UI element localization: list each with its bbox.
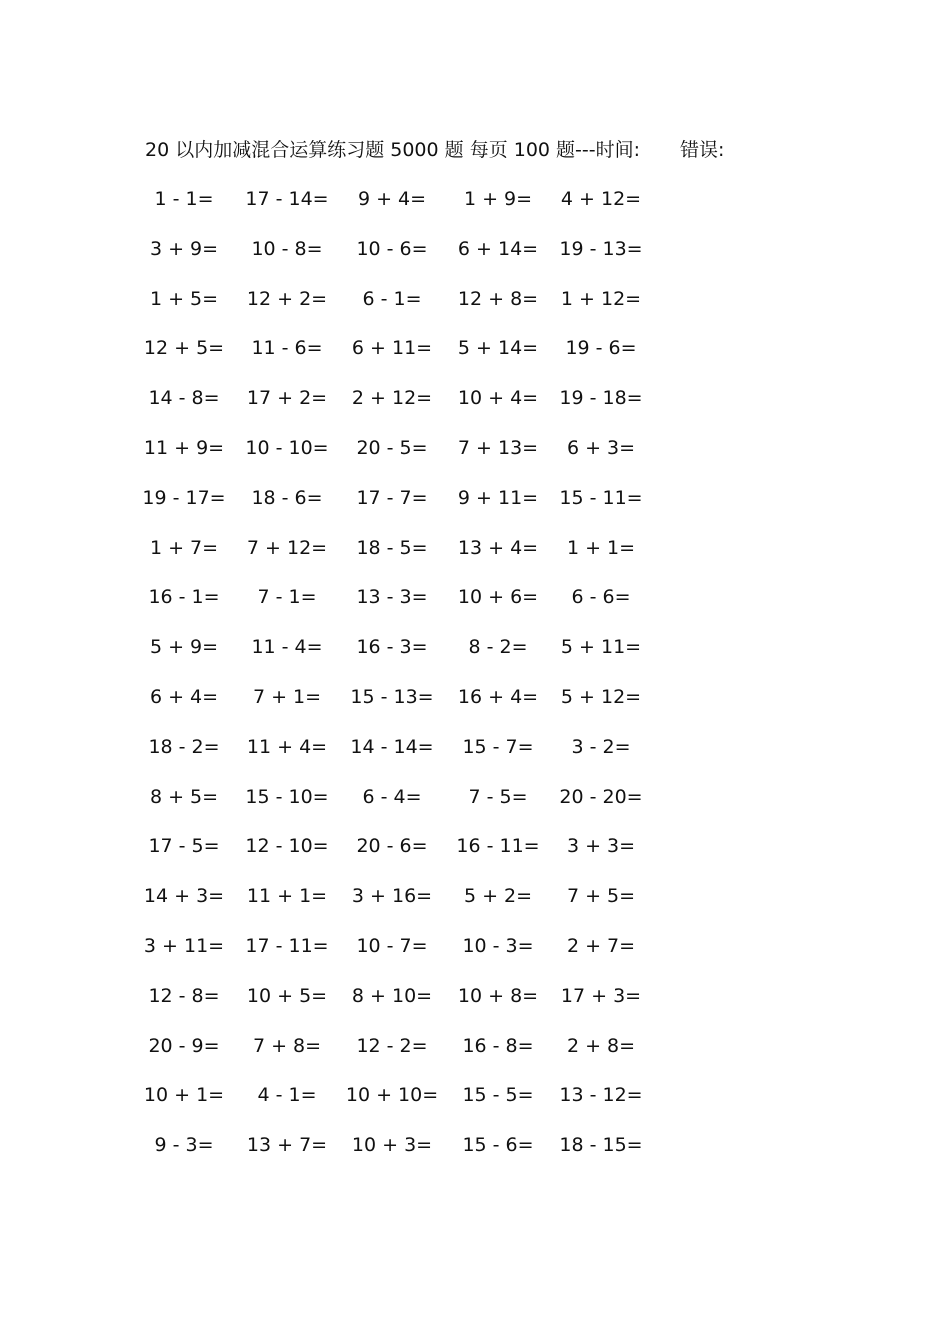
problem-item: 10 + 3=	[351, 1134, 433, 1157]
problem-item: 15 - 6=	[462, 1134, 534, 1157]
problem-item: 12 + 5=	[143, 337, 225, 360]
problem-item: 16 + 4=	[457, 686, 539, 708]
problem-item: 10 - 7=	[356, 935, 428, 957]
problem-item: 10 + 6=	[457, 586, 539, 609]
problem-item: 15 - 5=	[462, 1084, 534, 1107]
problem-item: 8 + 10=	[351, 984, 433, 1007]
problem-item: 11 + 9=	[143, 437, 225, 459]
problem-item: 8 - 2=	[468, 636, 528, 659]
problem-item: 2 + 7=	[566, 935, 636, 957]
problem-item: 12 - 10=	[245, 835, 329, 858]
problem-item: 17 - 14=	[245, 188, 329, 210]
problem-item: 5 + 14=	[457, 337, 539, 360]
problem-item: 5 + 2=	[463, 885, 533, 908]
problem-item: 19 - 17=	[142, 486, 226, 509]
problem-item: 15 - 7=	[462, 735, 534, 758]
problem-item: 1 - 1=	[154, 188, 214, 210]
problem-item: 16 - 11=	[456, 835, 540, 858]
problem-item: 3 - 2=	[571, 735, 631, 758]
problem-item: 6 + 3=	[566, 437, 636, 459]
problem-item: 12 + 2=	[246, 287, 328, 310]
problem-item: 16 - 8=	[462, 1034, 534, 1057]
problem-item: 14 - 14=	[350, 735, 434, 758]
problem-item: 16 - 3=	[356, 636, 428, 659]
problem-item: 9 + 4=	[357, 188, 427, 210]
problem-item: 14 + 3=	[143, 885, 225, 908]
problem-item: 7 + 12=	[246, 536, 328, 559]
problem-item: 20 - 6=	[356, 835, 428, 858]
problem-item: 11 + 1=	[246, 885, 328, 908]
problem-item: 20 - 20=	[559, 785, 643, 808]
problem-item: 17 + 3=	[560, 984, 642, 1007]
problem-item: 12 - 2=	[356, 1034, 428, 1057]
problem-item: 6 + 11=	[351, 337, 433, 360]
problem-item: 11 - 4=	[251, 636, 323, 659]
problem-item: 10 + 10=	[345, 1084, 439, 1107]
problem-item: 17 - 7=	[356, 486, 428, 509]
problem-item: 14 - 8=	[148, 387, 220, 410]
problem-item: 10 + 8=	[457, 984, 539, 1007]
problem-item: 11 + 4=	[246, 735, 328, 758]
problem-item: 20 - 5=	[356, 437, 428, 459]
problem-item: 6 - 4=	[362, 785, 422, 808]
errors-label: 错误:	[680, 139, 725, 161]
problem-item: 3 + 3=	[566, 835, 636, 858]
problem-item: 6 - 1=	[362, 287, 422, 310]
problem-item: 19 - 18=	[559, 387, 643, 410]
problem-item: 10 + 1=	[143, 1084, 225, 1107]
problem-item: 12 - 8=	[148, 984, 220, 1007]
problem-item: 16 - 1=	[148, 586, 220, 609]
problem-item: 10 - 8=	[251, 237, 323, 260]
problem-item: 8 + 5=	[149, 785, 219, 808]
problem-item: 18 - 15=	[559, 1134, 643, 1157]
problem-item: 17 - 11=	[245, 935, 329, 957]
problem-item: 15 - 11=	[559, 486, 643, 509]
problem-item: 1 + 1=	[566, 536, 636, 559]
problem-item: 18 - 5=	[356, 536, 428, 559]
problem-item: 2 + 8=	[566, 1034, 636, 1057]
problem-item: 18 - 6=	[251, 486, 323, 509]
problem-item: 18 - 2=	[148, 735, 220, 758]
problem-item: 5 + 12=	[560, 686, 642, 708]
problem-item: 7 + 13=	[457, 437, 539, 459]
problem-item: 3 + 9=	[149, 237, 219, 260]
problem-item: 1 + 5=	[149, 287, 219, 310]
problem-item: 6 + 14=	[457, 237, 539, 260]
problem-item: 3 + 11=	[143, 935, 225, 957]
problem-item: 6 + 4=	[149, 686, 219, 708]
problem-item: 4 + 12=	[560, 188, 642, 210]
problem-item: 12 + 8=	[457, 287, 539, 310]
problem-item: 7 + 8=	[252, 1034, 322, 1057]
problem-item: 20 - 9=	[148, 1034, 220, 1057]
problem-item: 17 + 2=	[246, 387, 328, 410]
problem-item: 9 - 3=	[154, 1134, 214, 1157]
problem-item: 3 + 16=	[351, 885, 433, 908]
problem-item: 10 - 10=	[245, 437, 329, 459]
problem-item: 1 + 7=	[149, 536, 219, 559]
problem-item: 9 + 11=	[457, 486, 539, 509]
problem-item: 10 + 5=	[246, 984, 328, 1007]
problem-item: 13 - 12=	[559, 1084, 643, 1107]
problem-item: 13 + 4=	[457, 536, 539, 559]
problem-item: 13 - 3=	[356, 586, 428, 609]
problem-item: 7 - 1=	[257, 586, 317, 609]
problem-item: 5 + 9=	[149, 636, 219, 659]
problem-item: 7 + 1=	[252, 686, 322, 708]
problem-item: 6 - 6=	[571, 586, 631, 609]
problem-item: 10 - 3=	[462, 935, 534, 957]
problem-item: 7 + 5=	[566, 885, 636, 908]
problem-item: 13 + 7=	[246, 1134, 328, 1157]
problem-item: 15 - 10=	[245, 785, 329, 808]
problem-item: 10 + 4=	[457, 387, 539, 410]
problem-item: 1 + 12=	[560, 287, 642, 310]
problem-item: 7 - 5=	[468, 785, 528, 808]
problem-item: 10 - 6=	[356, 237, 428, 260]
problem-item: 11 - 6=	[251, 337, 323, 360]
problem-item: 1 + 9=	[463, 188, 533, 210]
problem-item: 19 - 6=	[565, 337, 637, 360]
problem-item: 5 + 11=	[560, 636, 642, 659]
problem-item: 19 - 13=	[559, 237, 643, 260]
problem-item: 2 + 12=	[351, 387, 433, 410]
problem-item: 4 - 1=	[257, 1084, 317, 1107]
worksheet-title: 20 以内加减混合运算练习题 5000 题 每页 100 题---时间:	[145, 139, 641, 161]
problem-item: 15 - 13=	[350, 686, 434, 708]
problem-item: 17 - 5=	[148, 835, 220, 858]
